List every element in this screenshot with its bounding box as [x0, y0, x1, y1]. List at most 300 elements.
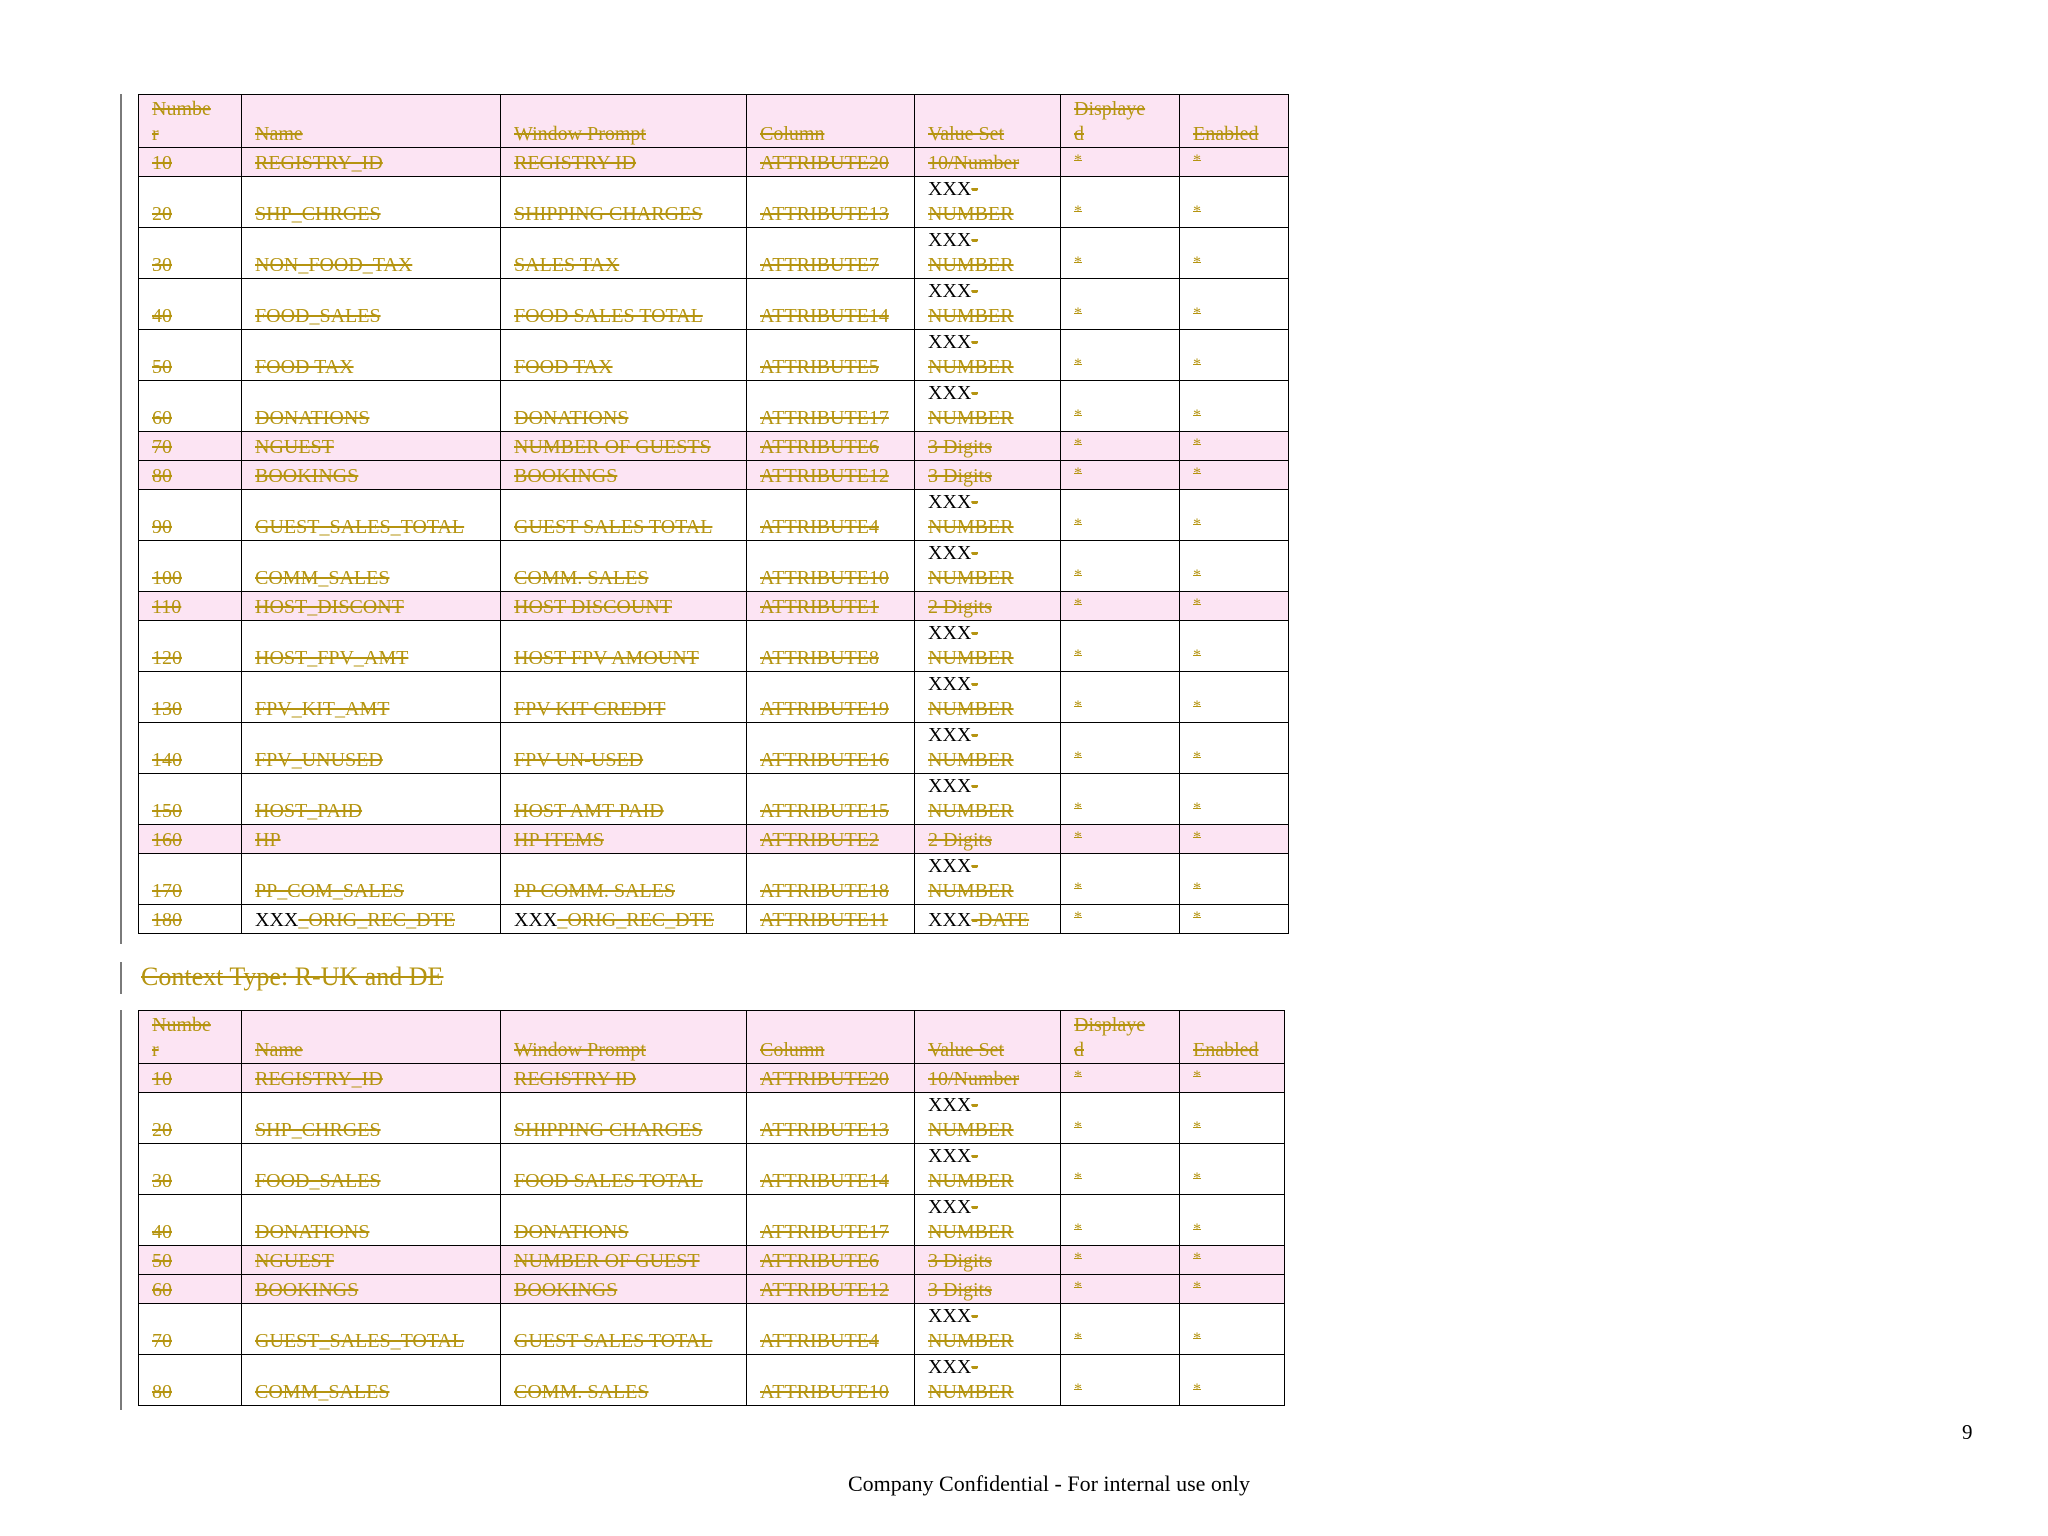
- prompt-text: FPV UN-USED: [514, 749, 644, 771]
- name-text: COMM_SALES: [255, 567, 390, 589]
- table2-cell-value-set: [915, 1195, 1061, 1246]
- table1-cell-column: [747, 177, 915, 228]
- table1-cell-enabled: [1180, 774, 1289, 825]
- inserted-text: XXX: [928, 622, 972, 644]
- table1-row: [139, 228, 1289, 279]
- name-text: FPV_KIT_AMT: [255, 698, 390, 720]
- table1-cell-prompt: [501, 905, 747, 934]
- table1-cell-number: [139, 774, 242, 825]
- prompt-text: HOST DISCOUNT: [514, 596, 672, 618]
- table1-cell-displayed: [1061, 672, 1180, 723]
- table1-row: [139, 148, 1289, 177]
- table2-header-cell: [242, 1011, 501, 1064]
- name-text: HP: [255, 829, 281, 851]
- column-text: ATTRIBUTE20: [760, 152, 889, 174]
- table1-cell-number: [139, 228, 242, 279]
- value-set-line1: [928, 330, 1051, 355]
- enabled-flag: *: [1193, 1330, 1201, 1347]
- enabled-flag: *: [1193, 880, 1201, 897]
- number-text: 50: [152, 1250, 172, 1272]
- table1-row: [139, 672, 1289, 723]
- column-text: ATTRIBUTE13: [760, 1119, 889, 1141]
- number-text: 40: [152, 305, 172, 327]
- enabled-flag: *: [1193, 567, 1201, 584]
- enabled-flag: *: [1193, 305, 1201, 322]
- table2-cell-prompt: [501, 1195, 747, 1246]
- name-text: DONATIONS: [255, 407, 370, 429]
- table1-cell-name: [242, 825, 501, 854]
- table1-cell-enabled: [1180, 177, 1289, 228]
- table2-cell-column: [747, 1064, 915, 1093]
- displayed-flag: *: [1074, 465, 1082, 482]
- table1-cell-value-set: [915, 177, 1061, 228]
- table1-cell-prompt: [501, 825, 747, 854]
- value-set-line2: NUMBER: [928, 254, 1014, 276]
- prompt-text: REGISTRY ID: [514, 152, 637, 174]
- change-bar-table2: [120, 1010, 122, 1410]
- name-text: BOOKINGS: [255, 1279, 359, 1301]
- table1-cell-displayed: [1061, 148, 1180, 177]
- table1-cell-value-set: [915, 279, 1061, 330]
- table1-cell-column: [747, 541, 915, 592]
- table2-cell-number: [139, 1064, 242, 1093]
- table1-row: [139, 723, 1289, 774]
- table1-cell-prompt: [501, 279, 747, 330]
- value-set-text: 10/Number: [928, 152, 1020, 174]
- value-set-line2: NUMBER: [928, 203, 1014, 225]
- table1-cell-number: [139, 432, 242, 461]
- table2-header-label: Displaye: [1074, 1014, 1146, 1036]
- table2-cell-enabled: [1180, 1064, 1285, 1093]
- table1-cell-number: [139, 723, 242, 774]
- table2-cell-displayed: [1061, 1275, 1180, 1304]
- table1-cell-enabled: [1180, 432, 1289, 461]
- enabled-flag: *: [1193, 1250, 1201, 1267]
- column-text: ATTRIBUTE17: [760, 407, 889, 429]
- table2-cell-prompt: [501, 1246, 747, 1275]
- displayed-flag: *: [1074, 1119, 1082, 1136]
- table2-cell-column: [747, 1195, 915, 1246]
- table2-cell-value-set: [915, 1304, 1061, 1355]
- table2-cell-enabled: [1180, 1355, 1285, 1406]
- enabled-flag: *: [1193, 436, 1201, 453]
- table1-cell-value-set: [915, 723, 1061, 774]
- enabled-flag: *: [1193, 1381, 1201, 1398]
- value-set-line1: [928, 228, 1051, 253]
- table2-header-label: d: [1074, 1039, 1084, 1061]
- enabled-flag: *: [1193, 1221, 1201, 1238]
- table2-header-cell: [747, 1011, 915, 1064]
- displayed-flag: *: [1074, 1170, 1082, 1187]
- table1-cell-enabled: [1180, 723, 1289, 774]
- inserted-text: XXX: [928, 229, 972, 251]
- value-set-line1: [928, 621, 1051, 646]
- table1-cell-number: [139, 177, 242, 228]
- table1-header-cell: [139, 95, 242, 148]
- table1-cell-number: [139, 148, 242, 177]
- table1-cell-number: [139, 621, 242, 672]
- name-text: GUEST_SALES_TOTAL: [255, 1330, 465, 1352]
- table2-header-cell: [1061, 1011, 1180, 1064]
- table2-row: [139, 1064, 1285, 1093]
- displayed-flag: *: [1074, 1221, 1082, 1238]
- column-text: ATTRIBUTE12: [760, 1279, 889, 1301]
- table1-cell-name: [242, 592, 501, 621]
- table1-cell-enabled: [1180, 672, 1289, 723]
- inserted-text: XXX: [928, 855, 972, 877]
- value-set-line1: [928, 723, 1051, 748]
- name-text: NGUEST: [255, 436, 334, 458]
- number-text: 130: [152, 698, 182, 720]
- table1-cell-value-set: [915, 490, 1061, 541]
- table1-cell-number: [139, 461, 242, 490]
- table1-cell-name: [242, 228, 501, 279]
- displayed-flag: *: [1074, 567, 1082, 584]
- table1-cell-value-set: [915, 330, 1061, 381]
- table1-cell-column: [747, 490, 915, 541]
- table2-header-label: Name: [255, 1039, 303, 1061]
- table1-cell-name: [242, 672, 501, 723]
- deleted-hyphen: -: [971, 280, 979, 302]
- column-text: ATTRIBUTE6: [760, 1250, 879, 1272]
- prompt-text: SALES TAX: [514, 254, 620, 276]
- table2-cell-prompt: [501, 1144, 747, 1195]
- number-text: 20: [152, 1119, 172, 1141]
- table2-cell-enabled: [1180, 1144, 1285, 1195]
- number-text: 60: [152, 407, 172, 429]
- column-text: ATTRIBUTE20: [760, 1068, 889, 1090]
- column-text: ATTRIBUTE8: [760, 647, 879, 669]
- table2-header-label: Column: [760, 1039, 825, 1061]
- table2-cell-displayed: [1061, 1144, 1180, 1195]
- column-text: ATTRIBUTE14: [760, 305, 889, 327]
- table2-header-label: r: [152, 1039, 159, 1061]
- table1-row: [139, 177, 1289, 228]
- displayed-flag: *: [1074, 800, 1082, 817]
- enabled-flag: *: [1193, 203, 1201, 220]
- table2-cell-displayed: [1061, 1246, 1180, 1275]
- displayed-flag: *: [1074, 909, 1082, 926]
- table2-cell-displayed: [1061, 1355, 1180, 1406]
- displayed-flag: *: [1074, 880, 1082, 897]
- displayed-flag: *: [1074, 1279, 1082, 1296]
- value-set-line2: NUMBER: [928, 516, 1014, 538]
- table1-cell-number: [139, 854, 242, 905]
- inserted-text: XXX: [928, 1356, 972, 1378]
- enabled-flag: *: [1193, 1170, 1201, 1187]
- table2-cell-number: [139, 1246, 242, 1275]
- page-number: 9: [1962, 1420, 1973, 1444]
- table2-row: [139, 1304, 1285, 1355]
- table2-cell-displayed: [1061, 1064, 1180, 1093]
- number-text: 180: [152, 909, 182, 931]
- value-set-line2: NUMBER: [928, 647, 1014, 669]
- number-text: 90: [152, 516, 172, 538]
- name-text: FOOD TAX: [255, 356, 354, 378]
- value-set-line2: NUMBER: [928, 1170, 1014, 1192]
- name-text: DONATIONS: [255, 1221, 370, 1243]
- name-text: SHP_CHRGES: [255, 1119, 381, 1141]
- value-set-line2: NUMBER: [928, 880, 1014, 902]
- table2-cell-enabled: [1180, 1195, 1285, 1246]
- displayed-flag: *: [1074, 596, 1082, 613]
- table2-cell-name: [242, 1304, 501, 1355]
- table2-header-cell: [139, 1011, 242, 1064]
- table1-row: [139, 330, 1289, 381]
- value-set-line2: NUMBER: [928, 567, 1014, 589]
- number-text: 100: [152, 567, 182, 589]
- table2-body: [139, 1011, 1285, 1406]
- context-type-heading: Context Type: R-UK and DE: [141, 962, 444, 991]
- displayed-flag: *: [1074, 516, 1082, 533]
- inserted-text: XXX: [928, 382, 972, 404]
- table1-cell-value-set: [915, 592, 1061, 621]
- enabled-flag: *: [1193, 1119, 1201, 1136]
- inserted-text: XXX: [928, 1145, 972, 1167]
- table1-cell-displayed: [1061, 905, 1180, 934]
- table1-cell-displayed: [1061, 541, 1180, 592]
- table2-cell-column: [747, 1275, 915, 1304]
- column-text: ATTRIBUTE10: [760, 1381, 889, 1403]
- table1-cell-enabled: [1180, 621, 1289, 672]
- value-set-line2: NUMBER: [928, 305, 1014, 327]
- value-set-line2: NUMBER: [928, 1221, 1014, 1243]
- displayed-flag: *: [1074, 698, 1082, 715]
- table2-cell-prompt: [501, 1093, 747, 1144]
- table1-row: [139, 381, 1289, 432]
- deleted-hyphen: -: [971, 622, 979, 644]
- deleted-hyphen: -: [971, 542, 979, 564]
- value-set-line2: NUMBER: [928, 407, 1014, 429]
- enabled-flag: *: [1193, 909, 1201, 926]
- table1-cell-displayed: [1061, 432, 1180, 461]
- enabled-flag: *: [1193, 254, 1201, 271]
- footer-confidential: Company Confidential - For internal use only: [848, 1471, 1251, 1496]
- value-set-text: 10/Number: [928, 1068, 1020, 1090]
- table1-cell-number: [139, 541, 242, 592]
- enabled-flag: *: [1193, 596, 1201, 613]
- table1-cell-value-set: [915, 774, 1061, 825]
- number-text: 170: [152, 880, 182, 902]
- deleted-hyphen: -: [971, 1305, 979, 1327]
- number-text: 10: [152, 1068, 172, 1090]
- prompt-text: HOST FPV AMOUNT: [514, 647, 699, 669]
- prompt-text: NUMBER OF GUEST: [514, 1250, 700, 1272]
- value-set-text: 3 Digits: [928, 436, 992, 458]
- name-text: PP_COM_SALES: [255, 880, 404, 902]
- displayed-flag: *: [1074, 1250, 1082, 1267]
- table1-cell-prompt: [501, 228, 747, 279]
- prompt-text: SHIPPING CHARGES: [514, 1119, 703, 1141]
- value-set-line2: NUMBER: [928, 1119, 1014, 1141]
- name-text: HOST_FPV_AMT: [255, 647, 409, 669]
- table1-cell-enabled: [1180, 592, 1289, 621]
- table2-row: [139, 1355, 1285, 1406]
- inserted-text: XXX: [928, 724, 972, 746]
- deleted-hyphen: -: [971, 178, 979, 200]
- table2-header-label: Value Set: [928, 1039, 1005, 1061]
- value-set-line2: NUMBER: [928, 356, 1014, 378]
- name-text: NGUEST: [255, 1250, 334, 1272]
- table2-cell-column: [747, 1355, 915, 1406]
- prompt-text: GUEST SALES TOTAL: [514, 1330, 713, 1352]
- table2-header-row: [139, 1011, 1285, 1064]
- table1-cell-prompt: [501, 330, 747, 381]
- table1-header-label: Value Set: [928, 123, 1005, 145]
- number-text: 140: [152, 749, 182, 771]
- table1-cell-column: [747, 381, 915, 432]
- table1-header-label: Enabled: [1193, 123, 1259, 145]
- prompt-text: FOOD TAX: [514, 356, 613, 378]
- table1-header-label: Name: [255, 123, 303, 145]
- column-text: ATTRIBUTE10: [760, 567, 889, 589]
- table1-cell-name: [242, 621, 501, 672]
- table1-cell-prompt: [501, 381, 747, 432]
- table2-cell-column: [747, 1093, 915, 1144]
- value-set-text: 3 Digits: [928, 1279, 992, 1301]
- table1-cell-number: [139, 905, 242, 934]
- table1-cell-displayed: [1061, 177, 1180, 228]
- table1-cell-column: [747, 330, 915, 381]
- prompt-text: BOOKINGS: [514, 1279, 618, 1301]
- inserted-text: XXX: [928, 280, 972, 302]
- table1-cell-name: [242, 490, 501, 541]
- table1-row: [139, 854, 1289, 905]
- table2-cell-enabled: [1180, 1093, 1285, 1144]
- change-bar-heading: [120, 962, 122, 994]
- displayed-flag: *: [1074, 1330, 1082, 1347]
- displayed-flag: *: [1074, 203, 1082, 220]
- table1-cell-name: [242, 432, 501, 461]
- table1-cell-displayed: [1061, 774, 1180, 825]
- table1-cell-prompt: [501, 592, 747, 621]
- table1-cell-number: [139, 381, 242, 432]
- enabled-flag: *: [1193, 647, 1201, 664]
- inserted-text: XXX: [514, 909, 558, 931]
- table1-cell-name: [242, 148, 501, 177]
- value-set-line1: [928, 672, 1051, 697]
- table2-cell-prompt: [501, 1304, 747, 1355]
- table1-cell-prompt: [501, 774, 747, 825]
- flexfield-table-1: [138, 94, 1289, 934]
- table1-header-label: Window Prompt: [514, 123, 646, 145]
- displayed-flag: *: [1074, 647, 1082, 664]
- value-set-text: 2 Digits: [928, 596, 992, 618]
- column-text: ATTRIBUTE16: [760, 749, 889, 771]
- deleted-hyphen: -: [971, 775, 979, 797]
- table2-header-cell: [501, 1011, 747, 1064]
- number-text: 60: [152, 1279, 172, 1301]
- table1-cell-value-set: [915, 541, 1061, 592]
- table1-header-cell: [501, 95, 747, 148]
- column-text: ATTRIBUTE11: [760, 909, 889, 931]
- name-text: REGISTRY_ID: [255, 1068, 383, 1090]
- table1-cell-prompt: [501, 490, 747, 541]
- prompt-text: PP COMM. SALES: [514, 880, 675, 902]
- number-text: 160: [152, 829, 182, 851]
- table1-cell-column: [747, 148, 915, 177]
- enabled-flag: *: [1193, 1068, 1201, 1085]
- table1-cell-number: [139, 825, 242, 854]
- number-text: 70: [152, 1330, 172, 1352]
- table1-header-label: Column: [760, 123, 825, 145]
- value-set-line2: NUMBER: [928, 800, 1014, 822]
- table2-header-label: Numbe: [152, 1014, 211, 1036]
- number-text: 50: [152, 356, 172, 378]
- table1-cell-value-set: [915, 854, 1061, 905]
- name-text: COMM_SALES: [255, 1381, 390, 1403]
- inserted-text: XXX: [928, 542, 972, 564]
- table2-header-label: Enabled: [1193, 1039, 1259, 1061]
- displayed-flag: *: [1074, 305, 1082, 322]
- number-text: 30: [152, 1170, 172, 1192]
- name-text: _ORIG_REC_DTE: [298, 909, 456, 931]
- table1-cell-value-set: [915, 905, 1061, 934]
- prompt-text: FOOD SALES TOTAL: [514, 1170, 703, 1192]
- name-text: REGISTRY_ID: [255, 152, 383, 174]
- name-text: HOST_DISCONT: [255, 596, 404, 618]
- table1-cell-column: [747, 905, 915, 934]
- table1-row: [139, 774, 1289, 825]
- table1-cell-value-set: [915, 672, 1061, 723]
- table2-cell-prompt: [501, 1355, 747, 1406]
- column-text: ATTRIBUTE12: [760, 465, 889, 487]
- table1-header-cell: [1180, 95, 1289, 148]
- inserted-text: XXX: [928, 1305, 972, 1327]
- table1-cell-enabled: [1180, 825, 1289, 854]
- column-text: ATTRIBUTE4: [760, 516, 879, 538]
- number-text: 40: [152, 1221, 172, 1243]
- table1-cell-enabled: [1180, 854, 1289, 905]
- table1-cell-name: [242, 177, 501, 228]
- enabled-flag: *: [1193, 356, 1201, 373]
- table1-cell-column: [747, 774, 915, 825]
- table1-cell-prompt: [501, 621, 747, 672]
- table2-cell-name: [242, 1355, 501, 1406]
- table1-cell-value-set: [915, 825, 1061, 854]
- table2-cell-displayed: [1061, 1195, 1180, 1246]
- name-text: SHP_CHRGES: [255, 203, 381, 225]
- table1-cell-name: [242, 854, 501, 905]
- table2-cell-displayed: [1061, 1304, 1180, 1355]
- table1-header-cell: [1061, 95, 1180, 148]
- flexfield-table-2: [138, 1010, 1285, 1406]
- table1-cell-column: [747, 279, 915, 330]
- prompt-text: DONATIONS: [514, 407, 629, 429]
- table1-cell-prompt: [501, 672, 747, 723]
- number-text: 120: [152, 647, 182, 669]
- column-text: ATTRIBUTE5: [760, 356, 879, 378]
- table2-cell-prompt: [501, 1064, 747, 1093]
- table2-cell-number: [139, 1275, 242, 1304]
- table1-cell-column: [747, 228, 915, 279]
- value-set-text: 3 Digits: [928, 1250, 992, 1272]
- column-text: ATTRIBUTE14: [760, 1170, 889, 1192]
- table1-cell-value-set: [915, 461, 1061, 490]
- prompt-text: _ORIG_REC_DTE: [557, 909, 715, 931]
- number-text: 150: [152, 800, 182, 822]
- column-text: ATTRIBUTE1: [760, 596, 879, 618]
- table1-header-label: d: [1074, 123, 1084, 145]
- prompt-text: REGISTRY ID: [514, 1068, 637, 1090]
- column-text: ATTRIBUTE18: [760, 880, 889, 902]
- deleted-hyphen: -: [971, 1145, 979, 1167]
- enabled-flag: *: [1193, 1279, 1201, 1296]
- value-set-line2: NUMBER: [928, 698, 1014, 720]
- table2-cell-column: [747, 1246, 915, 1275]
- table1-cell-name: [242, 381, 501, 432]
- value-set-line1: [928, 854, 1051, 879]
